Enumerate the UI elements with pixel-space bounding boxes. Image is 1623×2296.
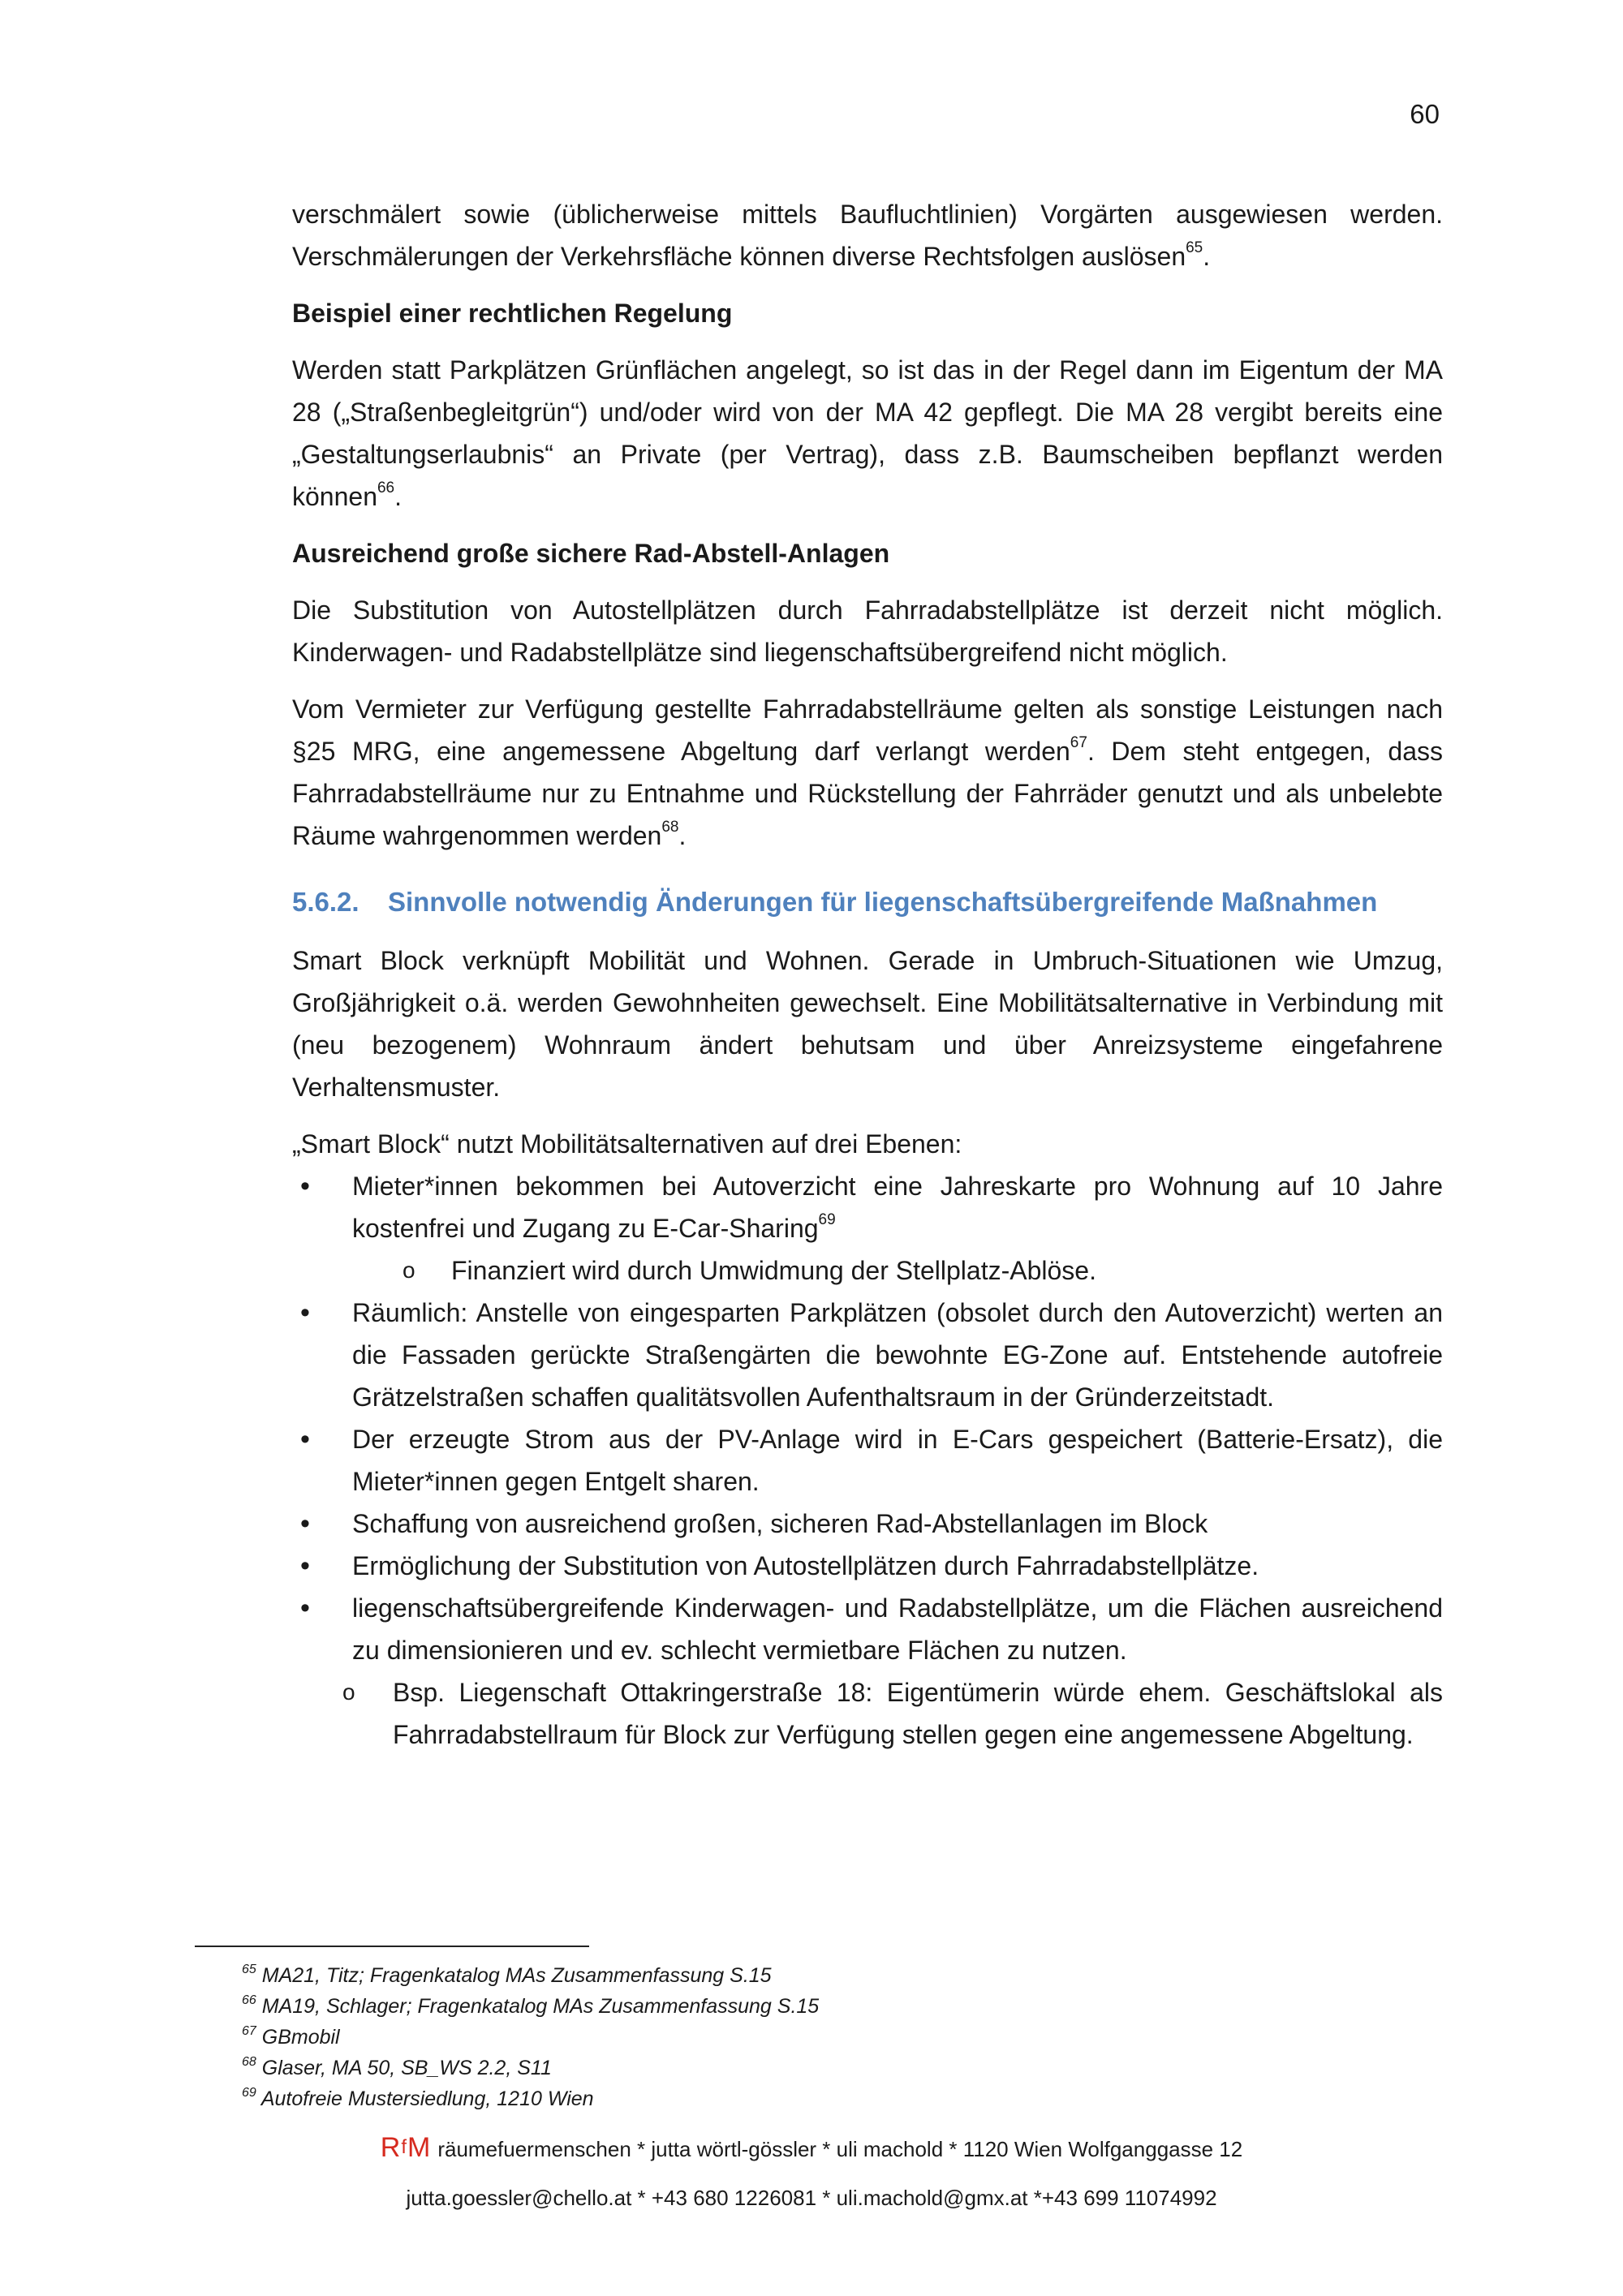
paragraph: Die Substitution von Autostellplätzen durch Fahrradabstellplätze ist derzeit nicht möglich. Kinderwagen- und Radabstellplätze sind liegenschaftsübergreifend nicht möglich.: [292, 595, 1443, 667]
section-title: Sinnvolle notwendig Änderungen für liegenschaftsübergreifende Maßnahmen: [388, 887, 1378, 917]
footnote: $^{67}$ GBmobil: [242, 2023, 340, 2049]
list-intro: „Smart Block“ nutzt Mobilitätsalternativen auf drei Ebenen:: [292, 1129, 962, 1159]
main-content: [292, 193, 1443, 1756]
paragraph: Vom Vermieter zur Verfügung gestellte Fahrradabstellräume gelten als sonstige Leistungen nach §25 MRG, eine angemessene Abgeltung darf verlangt werden$^{67}$. Dem steht entgegen, dass Fahrradabstellräume nur zu Entnahme und Rückstellung der Fahrräder genutzt und als unbelebte Räume wahrgenommen werden$^{68}$.: [292, 694, 1444, 850]
subheading-bike-parking: Ausreichend große sichere Rad-Abstell-Anlagen: [292, 539, 890, 568]
bullet-list: [292, 1165, 1443, 1756]
section-number: 5.6.2.: [292, 887, 359, 917]
footer-contact: jutta.goessler@chello.at * +43 680 1226081 * uli.machold@gmx.at *+43 699 11074992: [406, 2186, 1217, 2210]
list-item: • Mieter*innen bekommen bei Autoverzicht eine Jahreskarte pro Wohnung auf 10 Jahre kostenfrei und Zugang zu E-Car-Sharing$^{69}$ o Finanziert wird durch Umwidmung der Stellplatz-Ablöse.: [292, 1165, 1443, 1292]
footnote-separator: [195, 1946, 589, 1947]
footnote-ref[interactable]: 65: [1186, 239, 1203, 257]
footnote: $^{69}$ Autofreie Mustersiedlung, 1210 Wien: [242, 2085, 594, 2110]
footnote-ref[interactable]: 68: [661, 819, 679, 836]
section-heading: [292, 881, 1443, 923]
footnote: $^{65}$ MA21, Titz; Fragenkatalog MAs Zusammenfassung S.15: [242, 1962, 772, 1987]
sub-list-item: o Bsp. Liegenschaft Ottakringerstraße 18: Eigentümerin würde ehem. Geschäftslokal als Fahrradabstellraum für Block zur Verfügung stellen gegen eine angemessene Abgeltung.: [292, 1671, 1443, 1756]
footer-address: [0, 2132, 1623, 2164]
sub-list-item: o Finanziert wird durch Umwidmung der Stellplatz-Ablöse.: [352, 1249, 1443, 1292]
list-item: • Der erzeugte Strom aus der PV-Anlage wird in E-Cars gespeichert (Batterie-Ersatz), die Mieter*innen gegen Entgelt sharen.: [292, 1418, 1443, 1503]
footnote-ref[interactable]: 66: [377, 479, 395, 497]
sub-list: [352, 1671, 1443, 1756]
footnote: $^{66}$ MA19, Schlager; Fragenkatalog MAs Zusammenfassung S.15: [242, 1993, 820, 2018]
footnote-ref[interactable]: 69: [818, 1211, 836, 1229]
list-item: • liegenschaftsübergreifende Kinderwagen- und Radabstellplätze, um die Flächen ausreichend zu dimensionieren und ev. schlecht vermietbare Flächen zu nutzen. o Bsp. Liegenschaft Ottakringerstraße 18: Eigentümerin würde ehem. Geschäftslokal als Fahrradabstellraum für Block zur Verfügung stellen gegen eine angemessene Abgeltung.: [292, 1587, 1443, 1756]
footnotes: [242, 1960, 819, 2114]
paragraph: Smart Block verknüpft Mobilität und Wohnen. Gerade in Umbruch-Situationen wie Umzug, Großjährigkeit o.ä. werden Gewohnheiten gewechselt. Eine Mobilitätsalternative in Verbindung mit (neu bezogenem) Wohnraum ändert behutsam und über Anreizsysteme eingefahrene Verhaltensmuster.: [292, 946, 1443, 1102]
subheading-example-regulation: Beispiel einer rechtlichen Regelung: [292, 299, 733, 328]
footnote: $^{68}$ Glaser, MA 50, SB_WS 2.2, S11: [242, 2054, 552, 2079]
paragraph: verschmälert sowie (üblicherweise mittels Baufluchtlinien) Vorgärten ausgewiesen werden. Verschmälerungen der Verkehrsfläche können diverse Rechtsfolgen auslösen$^{65}$.: [292, 200, 1443, 271]
list-item: • Ermöglichung der Substitution von Autostellplätzen durch Fahrradabstellplätze.: [292, 1545, 1443, 1587]
footer-address-text: räumefuermenschen * jutta wörtl-gössler * uli machold * 1120 Wien Wolfganggasse 12: [437, 2137, 1243, 2161]
list-item: • Räumlich: Anstelle von eingesparten Parkplätzen (obsolet durch den Autoverzicht) werten an die Fassaden gerückte Straßengärten die bewohnte EG-Zone auf. Entstehende autofreie Grätzelstraßen schaffen qualitätsvollen Aufenthaltsraum in der Gründerzeitstadt.: [292, 1292, 1443, 1418]
rfm-logo: RfM: [380, 2132, 432, 2163]
paragraph: Werden statt Parkplätzen Grünflächen angelegt, so ist das in der Regel dann im Eigentum der MA 28 („Straßenbegleitgrün“) und/oder wird von der MA 42 gepflegt. Die MA 28 vergibt bereits eine „Gestaltungserlaubnis“ an Private (per Vertrag), dass z.B. Baumscheiben bepflanzt werden können$^{66}$.: [292, 355, 1443, 511]
page-number: 60: [1410, 99, 1440, 129]
list-item: • Schaffung von ausreichend großen, sicheren Rad-Abstellanlagen im Block: [292, 1503, 1443, 1545]
sub-list: [352, 1249, 1443, 1292]
footnote-ref[interactable]: 67: [1070, 734, 1087, 752]
